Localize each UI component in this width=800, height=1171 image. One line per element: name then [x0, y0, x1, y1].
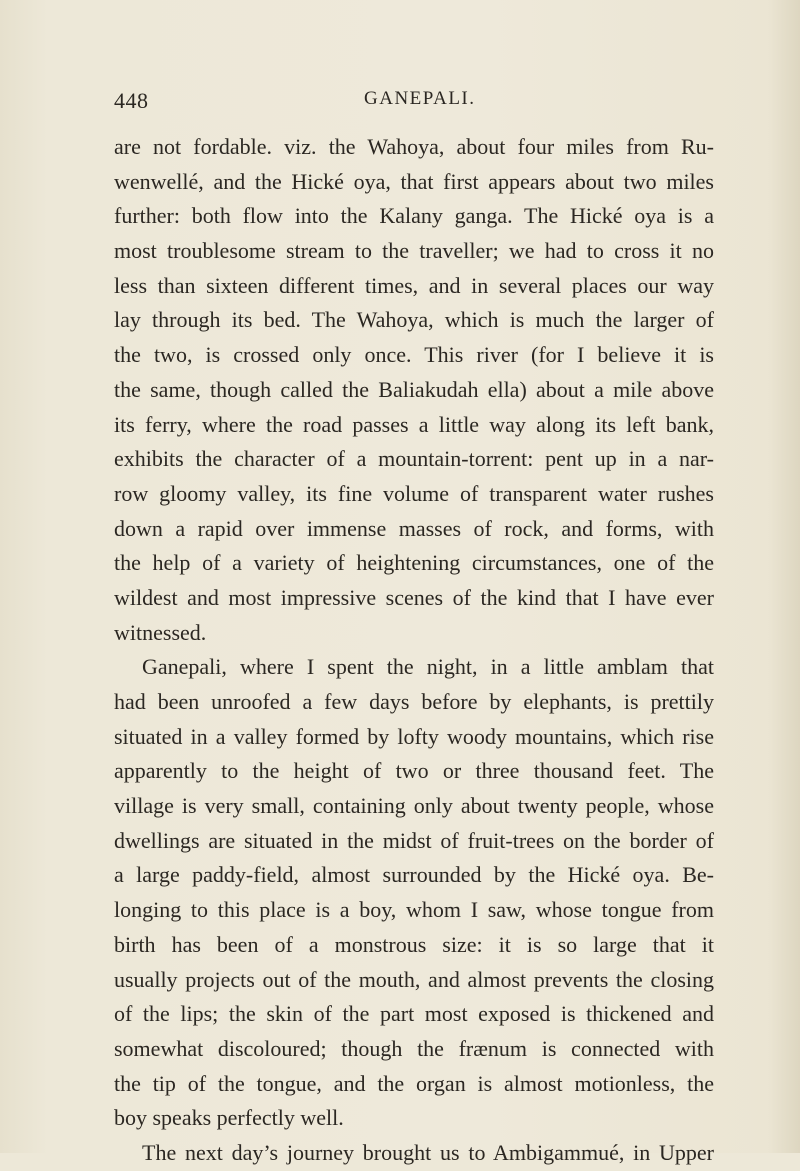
page-header — [114, 88, 714, 124]
text-line: the same, though called the Baliakudah ella) about a mile above — [114, 376, 714, 402]
text-line: boy speaks perfectly well. — [114, 1105, 344, 1131]
text-line: dwellings are situated in the midst of fruit-trees on the border of — [114, 827, 714, 853]
text-line: The next day’s journey brought us to Ambigammué, in Upper — [142, 1139, 714, 1165]
text-line: a large paddy-field, almost surrounded by the Hické oya. Be- — [114, 862, 714, 888]
paragraph-3 — [114, 1136, 714, 1171]
text-line: of the lips; the skin of the part most exposed is thickened and — [114, 1001, 714, 1027]
text-line: are not fordable. viz. the Wahoya, about four miles from Ru- — [114, 134, 714, 159]
text-line: apparently to the height of two or three thousand feet. The — [114, 758, 714, 784]
text-line: village is very small, containing only about twenty people, whose — [114, 793, 714, 819]
paragraph-1 — [114, 130, 714, 650]
text-line: wenwellé, and the Hické oya, that first appears about two miles — [114, 168, 714, 194]
text-line: lay through its bed. The Wahoya, which is much the larger of — [114, 307, 714, 333]
text-line: row gloomy valley, its fine volume of transparent water rushes — [114, 480, 714, 506]
text-line: somewhat discoloured; though the frænum is connected with — [114, 1035, 714, 1061]
text-line: less than sixteen different times, and in several places our way — [114, 272, 714, 298]
text-line: had been unroofed a few days before by elephants, is prettily — [114, 689, 714, 714]
text-line: the tip of the tongue, and the organ is almost motionless, the — [114, 1070, 714, 1096]
paragraph-2 — [114, 650, 714, 1136]
text-line: Ganepali, where I spent the night, in a little amblam that — [142, 654, 714, 680]
text-line: birth has been of a monstrous size: it is so large that it — [114, 931, 714, 957]
text-line: most troublesome stream to the traveller; we had to cross it no — [114, 238, 714, 264]
text-line: the two, is crossed only once. This river (for I believe it is — [114, 342, 714, 368]
text-line: situated in a valley formed by lofty woody mountains, which rise — [114, 723, 714, 749]
text-line: witnessed. — [114, 619, 207, 645]
text-line: its ferry, where the road passes a little way along its left bank, — [114, 411, 714, 437]
running-head: GANEPALI. — [364, 88, 476, 109]
text-line: the help of a variety of heightening circumstances, one of the — [114, 550, 714, 576]
text-line: wildest and most impressive scenes of the kind that I have ever — [114, 584, 714, 610]
text-line: down a rapid over immense masses of rock, and forms, with — [114, 515, 714, 541]
body-text — [114, 130, 714, 1171]
text-line: further: both flow into the Kalany ganga. The Hické oya is a — [114, 203, 714, 229]
text-line: exhibits the character of a mountain-torrent: pent up in a nar- — [114, 446, 714, 472]
page-number: 448 — [114, 88, 149, 113]
text-line: longing to this place is a boy, whom I saw, whose tongue from — [114, 897, 714, 923]
text-line: usually projects out of the mouth, and almost prevents the closing — [114, 966, 714, 992]
